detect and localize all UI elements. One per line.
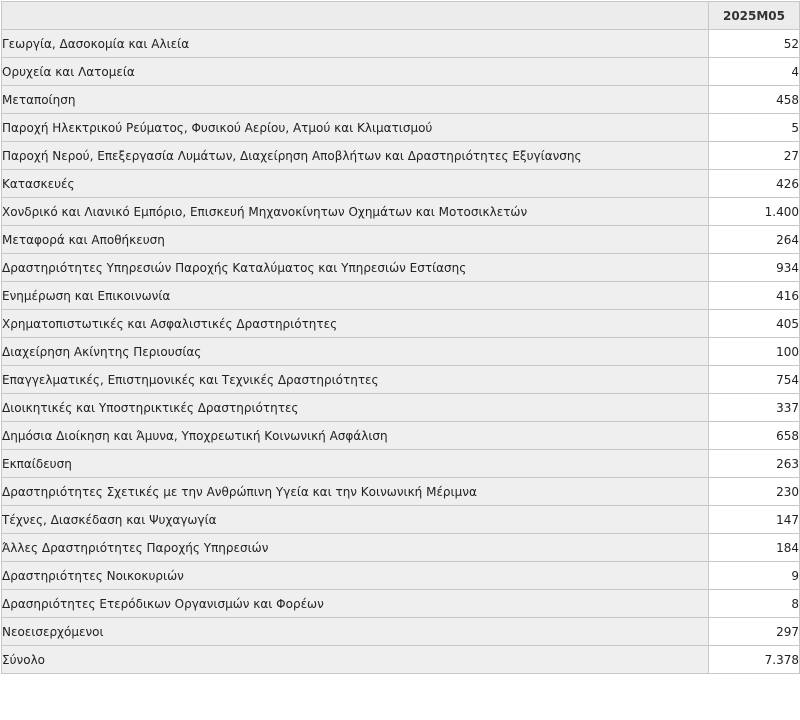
table-row [2,198,800,226]
row-label: Διοικητικές και Υποστηρικτικές Δραστηριότητες [2,394,709,422]
row-value: 458 [709,86,800,114]
row-label: Χονδρικό και Λιανικό Εμπόριο, Επισκευή Μηχανοκίνητων Οχημάτων και Μοτοσικλετών [2,198,709,226]
row-value: 263 [709,450,800,478]
row-value: 230 [709,478,800,506]
row-label: Παροχή Ηλεκτρικού Ρεύματος, Φυσικού Αερίου, Ατμού και Κλιματισμού [2,114,709,142]
row-value: 297 [709,618,800,646]
row-label: Ορυχεία και Λατομεία [2,58,709,86]
row-value: 5 [709,114,800,142]
row-value: 416 [709,282,800,310]
table-row [2,226,800,254]
table-row [2,646,800,674]
table-row [2,58,800,86]
table-body [2,30,800,674]
row-value: 934 [709,254,800,282]
row-value: 405 [709,310,800,338]
table-row [2,310,800,338]
row-value: 8 [709,590,800,618]
row-label: Νεοεισερχόμενοι [2,618,709,646]
row-label: Δραστηριότητες Σχετικές με την Ανθρώπινη Υγεία και την Κοινωνική Μέριμνα [2,478,709,506]
row-value: 264 [709,226,800,254]
table-row [2,170,800,198]
table-row [2,86,800,114]
row-label: Παροχή Νερού, Επεξεργασία Λυμάτων, Διαχείρηση Αποβλήτων και Δραστηριότητες Εξυγίανσης [2,142,709,170]
table-row [2,590,800,618]
header-row [2,2,800,30]
table-row [2,254,800,282]
row-label: Δρασηριότητες Ετερόδικων Οργανισμών και Φορέων [2,590,709,618]
row-label: Ενημέρωση και Επικοινωνία [2,282,709,310]
row-value: 7.378 [709,646,800,674]
table-row [2,478,800,506]
period-header: 2025M05 [709,2,800,30]
row-label: Δραστηριότητες Υπηρεσιών Παροχής Καταλύματος και Υπηρεσιών Εστίασης [2,254,709,282]
row-value: 754 [709,366,800,394]
row-label: Άλλες Δραστηριότητες Παροχής Υπηρεσιών [2,534,709,562]
table-row [2,422,800,450]
row-value: 426 [709,170,800,198]
row-label: Τέχνες, Διασκέδαση και Ψυχαγωγία [2,506,709,534]
table-row [2,338,800,366]
row-value: 100 [709,338,800,366]
row-label: Γεωργία, Δασοκομία και Αλιεία [2,30,709,58]
row-value: 52 [709,30,800,58]
data-table [1,1,800,674]
row-value: 184 [709,534,800,562]
row-value: 1.400 [709,198,800,226]
table-row [2,114,800,142]
row-value: 658 [709,422,800,450]
row-value: 337 [709,394,800,422]
table-row [2,450,800,478]
row-label: Επαγγελματικές, Επιστημονικές και Τεχνικές Δραστηριότητες [2,366,709,394]
row-label: Δημόσια Διοίκηση και Άμυνα, Υποχρεωτική Κοινωνική Ασφάλιση [2,422,709,450]
row-label: Εκπαίδευση [2,450,709,478]
row-label: Σύνολο [2,646,709,674]
table-row [2,366,800,394]
table-row [2,142,800,170]
row-label: Μεταφορά και Αποθήκευση [2,226,709,254]
table-row [2,618,800,646]
header-corner-cell [2,2,709,30]
row-value: 4 [709,58,800,86]
row-label: Μεταποίηση [2,86,709,114]
table-row [2,562,800,590]
row-value: 9 [709,562,800,590]
table-row [2,394,800,422]
table-row [2,534,800,562]
row-label: Διαχείρηση Ακίνητης Περιουσίας [2,338,709,366]
row-label: Χρηματοπιστωτικές και Ασφαλιστικές Δραστηριότητες [2,310,709,338]
row-label: Κατασκευές [2,170,709,198]
row-value: 147 [709,506,800,534]
row-value: 27 [709,142,800,170]
row-label: Δραστηριότητες Νοικοκυριών [2,562,709,590]
table-row [2,506,800,534]
table-row [2,282,800,310]
table-row [2,30,800,58]
